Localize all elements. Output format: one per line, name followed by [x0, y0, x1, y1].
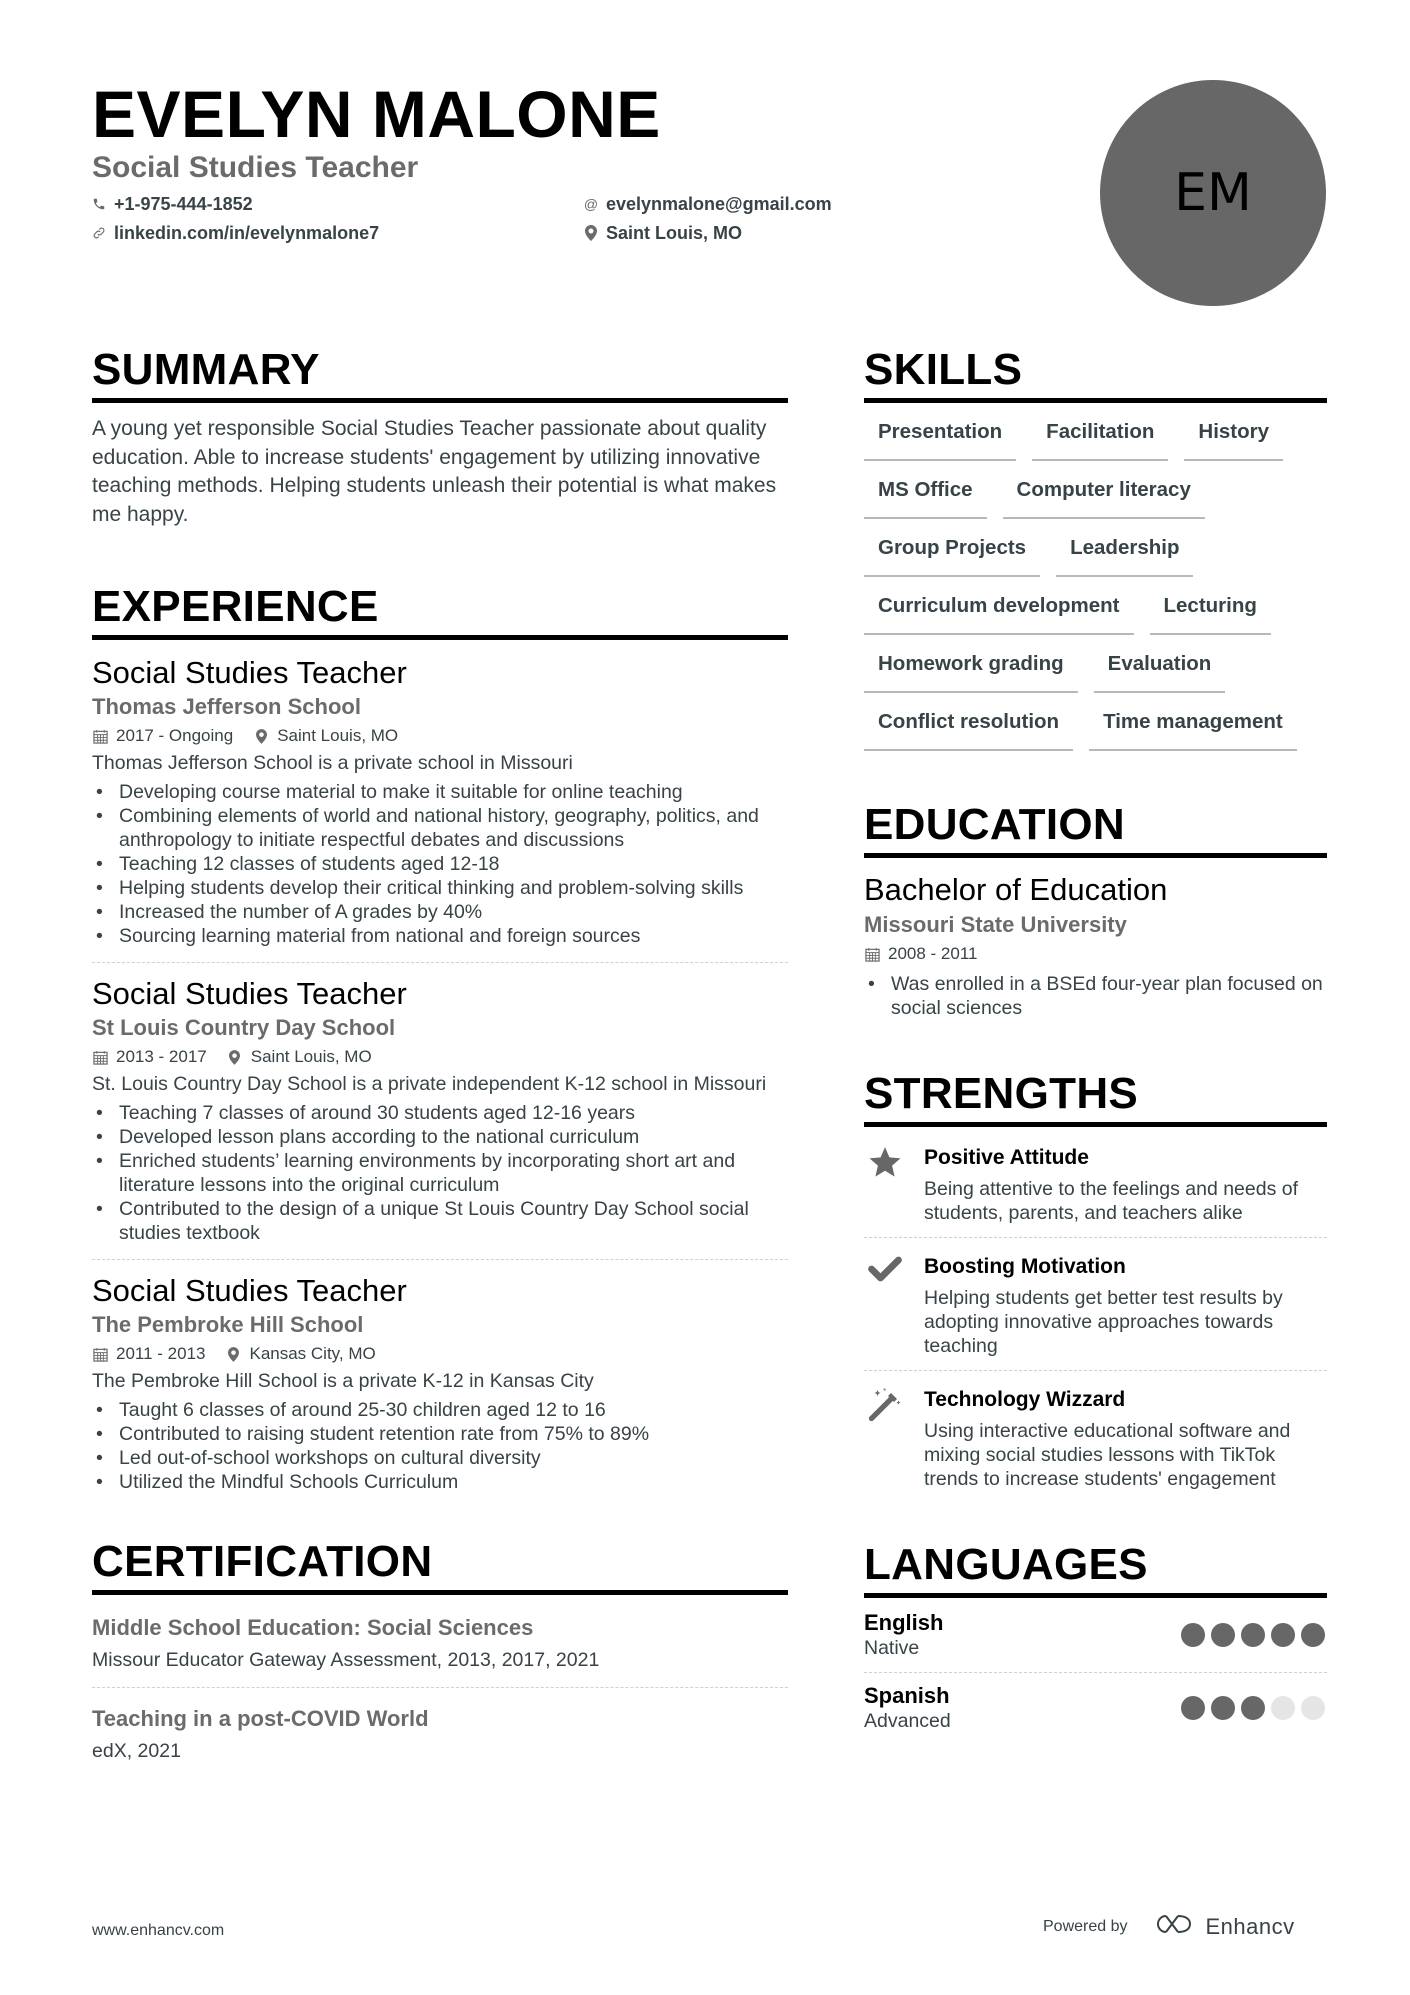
skill-tag: Homework grading [864, 649, 1078, 693]
bullet-item: • Increased the number of A grades by 40% [92, 900, 788, 924]
skill-tag: Curriculum development [864, 591, 1134, 635]
section-title-languages: LANGUAGES [864, 1539, 1327, 1598]
job-title: Social Studies Teacher [92, 976, 407, 1011]
job-company: Thomas Jefferson School [92, 694, 361, 719]
strength-item [864, 1238, 1327, 1371]
skill-tag: Group Projects [864, 533, 1040, 577]
skill-tag: Presentation [864, 417, 1016, 461]
job-location: Saint Louis, MO [277, 726, 399, 745]
skill-tag: MS Office [864, 475, 987, 519]
certification-issuer: Missour Educator Gateway Assessment, 2013, 2017, 2021 [92, 1649, 600, 1671]
section-title-experience: EXPERIENCE [92, 581, 788, 640]
rating-dot-filled [1241, 1623, 1265, 1647]
skill-tag: Evaluation [1094, 649, 1226, 693]
enhancv-logo-icon [1152, 1912, 1196, 1942]
degree-title: Bachelor of Education [864, 872, 1168, 907]
left-column [92, 344, 788, 1788]
bullet-item: • Combining elements of world and national history, geography, politics, and anthropology to initiate respectful debates and discussions [92, 804, 788, 852]
strength-item [864, 1129, 1327, 1238]
job-bullets [92, 780, 788, 948]
contact-email[interactable] [584, 193, 832, 215]
section-title-certification: CERTIFICATION [92, 1536, 788, 1595]
languages-section [864, 1539, 1327, 1745]
bullet-item: • Contributed to the design of a unique St Louis Country Day School social studies textbook [92, 1197, 788, 1245]
certification-issuer: edX, 2021 [92, 1740, 181, 1762]
job-dates: 2017 - Ongoing [116, 726, 234, 745]
section-title-skills: SKILLS [864, 344, 1327, 403]
rating-dot-filled [1211, 1623, 1235, 1647]
bullet-item: • Taught 6 classes of around 25-30 children aged 12 to 16 [92, 1398, 788, 1422]
language-name: Spanish [864, 1683, 950, 1708]
skill-tag: Leadership [1056, 533, 1193, 577]
contact-phone[interactable] [92, 193, 253, 215]
bullet-item: • Was enrolled in a BSEd four-year plan focused on social sciences [864, 972, 1327, 1020]
strength-item [864, 1371, 1327, 1503]
footer-branding[interactable] [1043, 1912, 1295, 1942]
avatar-initials: EM [1174, 163, 1252, 223]
rating-dot-filled [1181, 1696, 1205, 1720]
calendar-icon [92, 1050, 108, 1065]
language-level: Advanced [864, 1710, 951, 1732]
education-meta [864, 940, 1327, 968]
strengths-section [864, 1068, 1327, 1503]
email-text: evelynmalone@gmail.com [606, 194, 832, 214]
linkedin-text: linkedin.com/in/evelynmalone7 [114, 223, 380, 243]
skill-tag: Time management [1089, 707, 1297, 751]
rating-dot-filled [1301, 1623, 1325, 1647]
footer-website-link[interactable]: www.enhancv.com [92, 1922, 225, 1939]
job-description: Thomas Jefferson School is a private school in Missouri [92, 752, 573, 774]
skill-tag: History [1184, 417, 1283, 461]
bullet-item: • Developing course material to make it suitable for online teaching [92, 780, 788, 804]
rating-dot-filled [1241, 1696, 1265, 1720]
bullet-item: • Led out-of-school workshops on cultural diversity [92, 1446, 788, 1470]
right-column [864, 344, 1327, 1745]
job-dates: 2013 - 2017 [116, 1047, 207, 1066]
contact-linkedin[interactable] [92, 222, 379, 244]
job-company: St Louis Country Day School [92, 1015, 396, 1040]
calendar-icon [92, 729, 108, 744]
star-icon [864, 1143, 906, 1225]
job-meta [92, 722, 788, 750]
job-location: Kansas City, MO [249, 1344, 376, 1363]
language-level: Native [864, 1637, 920, 1659]
rating-dot-empty [1301, 1696, 1325, 1720]
checkmark-icon [864, 1252, 906, 1358]
strength-title: Boosting Motivation [924, 1255, 1126, 1278]
education-bullets [864, 972, 1327, 1020]
certification-section [92, 1536, 788, 1778]
job-title: Social Studies Teacher [92, 1273, 407, 1308]
bullet-item: • Contributed to raising student retention rate from 75% to 89% [92, 1422, 788, 1446]
job-dates: 2011 - 2013 [116, 1344, 206, 1363]
phone-icon [92, 197, 106, 211]
education-section [864, 799, 1327, 1020]
job-description: St. Louis Country Day School is a private independent K-12 school in Missouri [92, 1073, 767, 1095]
language-item [864, 1673, 1327, 1745]
job-bullets [92, 1398, 788, 1494]
certification-item [92, 1698, 788, 1778]
skills-list [864, 417, 1327, 751]
job-title: Social Studies Teacher [92, 655, 407, 690]
brand-name: Enhancv [1205, 1914, 1295, 1939]
bullet-item: • Enriched students’ learning environments by incorporating short art and literature lessons into the original curriculum [92, 1149, 788, 1197]
summary-text: A young yet responsible Social Studies Teacher passionate about quality education. Able to increase students' engagement by utilizing innovative teaching methods. Helping students unleash their potential is what makes me happy. [92, 417, 777, 526]
bullet-item: • Teaching 7 classes of around 30 students aged 12-16 years [92, 1101, 788, 1125]
job-location: Saint Louis, MO [250, 1047, 372, 1066]
at-icon: @ [583, 196, 599, 212]
contact-location [584, 222, 742, 244]
job-description: The Pembroke Hill School is a private K-12 in Kansas City [92, 1370, 594, 1392]
powered-by-label: Powered by [1043, 1918, 1128, 1935]
skill-tag: Lecturing [1150, 591, 1271, 635]
phone-text: +1-975-444-1852 [114, 194, 253, 214]
bullet-item: • Teaching 12 classes of students aged 12-18 [92, 852, 788, 876]
certification-title: Middle School Education: Social Sciences [92, 1615, 534, 1640]
language-rating [1181, 1623, 1327, 1647]
section-title-education: EDUCATION [864, 799, 1327, 858]
magic-wand-icon [864, 1385, 906, 1491]
calendar-icon [92, 1347, 108, 1362]
language-rating [1181, 1696, 1327, 1720]
location-pin-icon [225, 1347, 241, 1362]
location-pin-icon [584, 226, 598, 240]
skill-tag: Computer literacy [1003, 475, 1205, 519]
strength-title: Technology Wizzard [924, 1388, 1126, 1411]
rating-dot-filled [1211, 1696, 1235, 1720]
job-bullets [92, 1101, 788, 1245]
location-text: Saint Louis, MO [606, 223, 743, 243]
brand-logo [1152, 1912, 1295, 1942]
strength-description: Helping students get better test results by adopting innovative approaches towards teaching [924, 1287, 1283, 1357]
experience-item [92, 975, 788, 1260]
certification-item [92, 1607, 788, 1688]
job-meta [92, 1340, 788, 1368]
skill-tag: Conflict resolution [864, 707, 1073, 751]
strength-description: Being attentive to the feelings and needs of students, parents, and teachers alike [924, 1178, 1299, 1224]
strength-description: Using interactive educational software and mixing social studies lessons with TikTok trends to increase students' engagement [924, 1420, 1291, 1490]
link-icon [92, 226, 106, 240]
candidate-name: EVELYN MALONE [92, 77, 661, 151]
skills-section [864, 344, 1327, 751]
calendar-icon [864, 947, 880, 962]
location-pin-icon [253, 729, 269, 744]
experience-section [92, 581, 788, 1508]
avatar [1100, 80, 1326, 306]
summary-section [92, 344, 788, 529]
rating-dot-filled [1271, 1623, 1295, 1647]
bullet-item: • Sourcing learning material from national and foreign sources [92, 924, 788, 948]
section-title-strengths: STRENGTHS [864, 1068, 1327, 1127]
rating-dot-empty [1271, 1696, 1295, 1720]
experience-item [92, 654, 788, 963]
section-title-summary: SUMMARY [92, 344, 788, 403]
job-meta [92, 1043, 788, 1071]
certification-title: Teaching in a post-COVID World [92, 1706, 429, 1731]
location-pin-icon [227, 1050, 243, 1065]
language-item [864, 1600, 1327, 1673]
bullet-item: • Developed lesson plans according to the national curriculum [92, 1125, 788, 1149]
job-company: The Pembroke Hill School [92, 1312, 364, 1337]
language-name: English [864, 1610, 944, 1635]
skill-tag: Facilitation [1032, 417, 1168, 461]
school-name: Missouri State University [864, 912, 1127, 937]
strength-title: Positive Attitude [924, 1146, 1089, 1169]
candidate-title: Social Studies Teacher [92, 151, 419, 184]
education-dates: 2008 - 2011 [888, 944, 978, 963]
experience-item [92, 1272, 788, 1508]
rating-dot-filled [1181, 1623, 1205, 1647]
bullet-item: • Helping students develop their critical thinking and problem-solving skills [92, 876, 788, 900]
bullet-item: • Utilized the Mindful Schools Curriculum [92, 1470, 788, 1494]
